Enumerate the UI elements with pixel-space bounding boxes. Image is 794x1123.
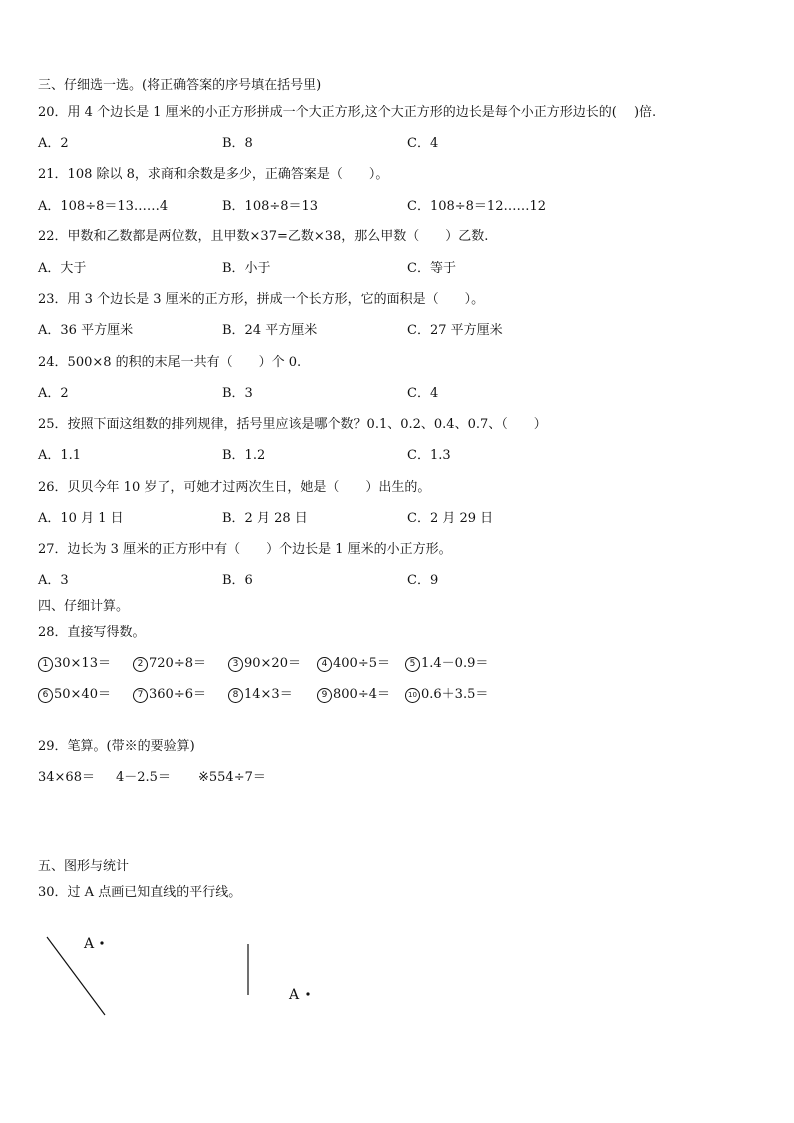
calc-expression: 360÷6＝ <box>149 687 206 702</box>
point-a-right-label: A <box>289 987 300 1003</box>
question-26-option-a: A．10 月 1 日 <box>38 511 124 526</box>
section3-heading: 三、仔细选一选。(将正确答案的序号填在括号里) <box>38 78 322 93</box>
calc-expression: 30×13＝ <box>54 656 111 671</box>
question-22-option-b: B．小于 <box>222 261 271 276</box>
question-24-option-c: C．4 <box>407 386 439 401</box>
circled-number: 9 <box>317 688 332 703</box>
question-29-stem: 29．笔算。(带※的要验算) <box>38 739 195 754</box>
question-26-option-b: B．2 月 28 日 <box>222 511 308 526</box>
question-21-option-a: A．108÷8＝13……4 <box>38 199 169 214</box>
circled-number: 3 <box>228 657 243 672</box>
question-26-stem: 26．贝贝今年 10 岁了，可她才过两次生日，她是（ ）出生的。 <box>38 480 431 495</box>
question-30-stem: 30．过 A 点画已知直线的平行线。 <box>38 885 242 900</box>
calc-expression: 50×40＝ <box>54 687 111 702</box>
question-20-option-b: B．8 <box>222 136 253 151</box>
question-25-stem: 25．按照下面这组数的排列规律，括号里应该是哪个数？0.1、0.2、0.4、0.7、（ ） <box>38 417 547 432</box>
question-20-option-a: A．2 <box>38 136 69 151</box>
question-23-option-b: B．24 平方厘米 <box>222 323 318 338</box>
question-21-stem: 21．108 除以 8，求商和余数是多少，正确答案是（ ）。 <box>38 167 389 182</box>
calc-expression: 14×3＝ <box>244 687 293 702</box>
circled-number: 1 <box>38 657 53 672</box>
circled-number: 4 <box>317 657 332 672</box>
question-27-option-a: A．3 <box>38 573 69 588</box>
calc-expression: 720÷8＝ <box>149 656 206 671</box>
question-20-option-c: C．4 <box>407 136 439 151</box>
calc-expression: 1.4－0.9＝ <box>421 656 489 671</box>
written-calc-item: 34×68＝ <box>38 770 95 785</box>
slanted-line <box>47 937 105 1015</box>
question-25-option-a: A．1.1 <box>38 448 82 463</box>
point-a-left-label: A <box>84 936 95 952</box>
question-27-stem: 27．边长为 3 厘米的正方形中有（ ）个边长是 1 厘米的小正方形。 <box>38 542 452 557</box>
circled-number: 5 <box>405 657 420 672</box>
question-21-option-c: C．108÷8＝12……12 <box>407 199 547 214</box>
question-28-stem: 28．直接写得数。 <box>38 625 146 640</box>
question-27-option-b: B．6 <box>222 573 253 588</box>
point-a-left-dot <box>100 941 103 944</box>
written-calc-item: ※554÷7＝ <box>198 770 266 785</box>
written-calc-item: 4－2.5＝ <box>116 770 171 785</box>
circled-number: 8 <box>228 688 243 703</box>
question-22-option-a: A．大于 <box>38 261 87 276</box>
calc-expression: 90×20＝ <box>244 656 301 671</box>
question-23-option-c: C．27 平方厘米 <box>407 323 503 338</box>
circled-number: 7 <box>133 688 148 703</box>
question-22-stem: 22．甲数和乙数都是两位数，且甲数×37=乙数×38，那么甲数（ ）乙数. <box>38 229 489 244</box>
question-24-stem: 24．500×8 的积的末尾一共有（ ）个 0. <box>38 355 302 370</box>
circled-number: 2 <box>133 657 148 672</box>
circled-number: 10 <box>405 688 420 703</box>
question-26-option-c: C．2 月 29 日 <box>407 511 494 526</box>
question-21-option-b: B．108÷8＝13 <box>222 199 319 214</box>
question-23-stem: 23．用 3 个边长是 3 厘米的正方形，拼成一个长方形，它的面积是（ ）。 <box>38 292 485 307</box>
question-25-option-c: C．1.3 <box>407 448 451 463</box>
question-27-option-c: C．9 <box>407 573 439 588</box>
circled-number: 6 <box>38 688 53 703</box>
question-22-option-c: C．等于 <box>407 261 456 276</box>
calc-expression: 800÷4＝ <box>333 687 390 702</box>
calc-expression: 0.6＋3.5＝ <box>421 687 489 702</box>
question-20-stem: 20．用 4 个边长是 1 厘米的小正方形拼成一个大正方形,这个大正方形的边长是每个小正方形边长的( )倍. <box>38 105 657 120</box>
question-23-option-a: A．36 平方厘米 <box>38 323 134 338</box>
section5-heading: 五、图形与统计 <box>38 859 130 874</box>
question-25-option-b: B．1.2 <box>222 448 266 463</box>
section4-heading: 四、仔细计算。 <box>38 599 130 614</box>
question-24-option-b: B．3 <box>222 386 253 401</box>
calc-expression: 400÷5＝ <box>333 656 390 671</box>
point-a-right-dot <box>306 992 309 995</box>
question-24-option-a: A．2 <box>38 386 69 401</box>
